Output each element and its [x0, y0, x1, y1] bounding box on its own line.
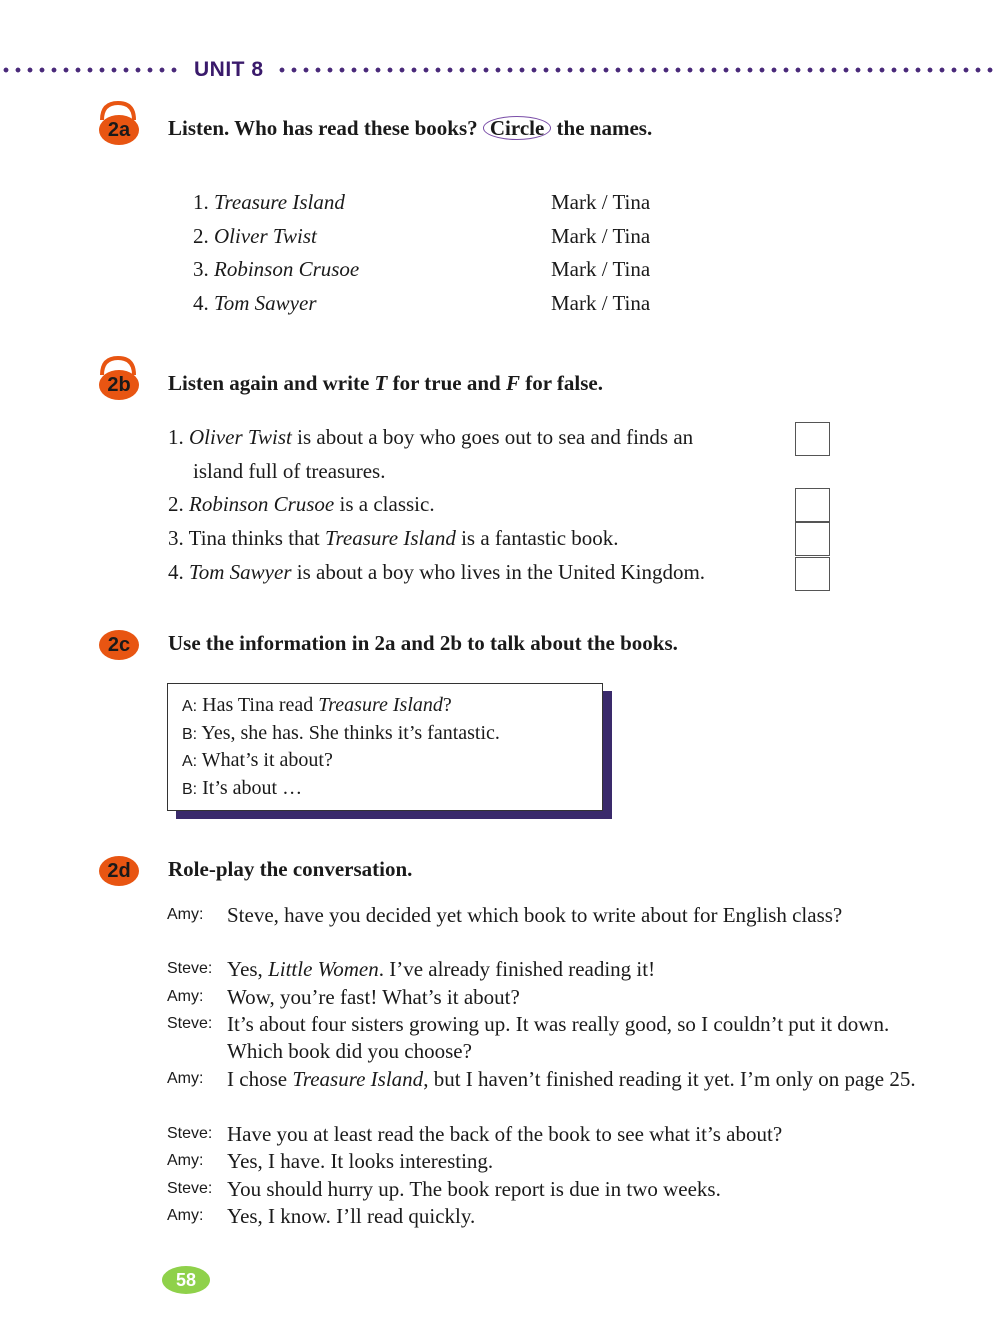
statement-1: 1. Oliver Twist is about a boy who goes out to sea and finds an: [168, 425, 694, 449]
answer-box-4[interactable]: [795, 557, 830, 591]
conversation-line-8: You should hurry up. The book report is due in two weeks.: [227, 1177, 721, 1201]
conversation-line-3: Wow, you’re fast! What’s it about?: [227, 985, 520, 1009]
speaker-label: Amy:: [167, 1070, 204, 1087]
page-number: 58: [162, 1266, 210, 1294]
header-dots-right: [276, 66, 994, 74]
speaker-label: Amy:: [167, 906, 204, 923]
instruction-2a: Listen. Who has read these books? Circle the names.: [168, 116, 653, 140]
conversation-line-6: Have you at least read the back of the book to see what it’s about?: [227, 1122, 783, 1146]
section-badge-2b: 2b: [99, 370, 139, 400]
speaker-label: Steve:: [167, 1015, 213, 1032]
section-badge-2d: 2d: [99, 856, 139, 886]
section-badge-2a: 2a: [99, 115, 139, 145]
speaker-label: Steve:: [167, 1180, 213, 1197]
speaker-label: Amy:: [167, 1152, 204, 1169]
book-row-3: 3. Robinson Crusoe: [193, 257, 360, 281]
answer-box-3[interactable]: [795, 522, 830, 556]
names-2: Mark / Tina: [551, 224, 651, 248]
conversation-line-9: Yes, I know. I’ll read quickly.: [227, 1204, 476, 1228]
names-4: Mark / Tina: [551, 291, 651, 315]
statement-1-cont: island full of treasures.: [193, 459, 386, 483]
answer-box-1[interactable]: [795, 422, 830, 456]
dialog-line-3: A: What’s it about?: [182, 749, 333, 771]
book-row-2: 2. Oliver Twist: [193, 224, 317, 248]
names-3: Mark / Tina: [551, 257, 651, 281]
answer-box-2[interactable]: [795, 488, 830, 522]
dialog-line-4: B: It’s about …: [182, 777, 303, 799]
speaker-label: Amy:: [167, 1207, 204, 1224]
conversation-line-2: Yes, Little Women. I’ve already finished reading it!: [227, 957, 656, 981]
conversation-line-1: Steve, have you decided yet which book to write about for English class?: [227, 903, 843, 927]
conversation-line-5: I chose Treasure Island, but I haven’t finished reading it yet. I’m only on page 25.: [227, 1067, 916, 1091]
instruction-2d: Role-play the conversation.: [168, 857, 413, 881]
model-dialog-box: [167, 683, 603, 811]
speaker-label: Steve:: [167, 1125, 213, 1142]
section-badge-2c: 2c: [99, 630, 139, 660]
statement-4: 4. Tom Sawyer is about a boy who lives in the United Kingdom.: [168, 560, 706, 584]
circle-word: Circle: [483, 116, 551, 140]
book-row-1: 1. Treasure Island: [193, 190, 345, 214]
header-dots-left: [0, 66, 180, 74]
dialog-line-1: A: Has Tina read Treasure Island?: [182, 694, 452, 716]
speaker-label: Steve:: [167, 960, 213, 977]
speaker-label: Amy:: [167, 988, 204, 1005]
statement-3: 3. Tina thinks that Treasure Island is a fantastic book.: [168, 526, 619, 550]
instruction-2b: Listen again and write T for true and F for false.: [168, 371, 603, 395]
unit-title: UNIT 8: [194, 58, 264, 81]
conversation-line-4: It’s about four sisters growing up. It was really good, so I couldn’t put it down. Which book did you choose?: [227, 1012, 890, 1063]
names-1: Mark / Tina: [551, 190, 651, 214]
dialog-line-2: B: Yes, she has. She thinks it’s fantastic.: [182, 722, 500, 744]
book-row-4: 4. Tom Sawyer: [193, 291, 317, 315]
instruction-2c: Use the information in 2a and 2b to talk about the books.: [168, 631, 678, 655]
conversation-line-7: Yes, I have. It looks interesting.: [227, 1149, 494, 1173]
statement-2: 2. Robinson Crusoe is a classic.: [168, 492, 435, 516]
